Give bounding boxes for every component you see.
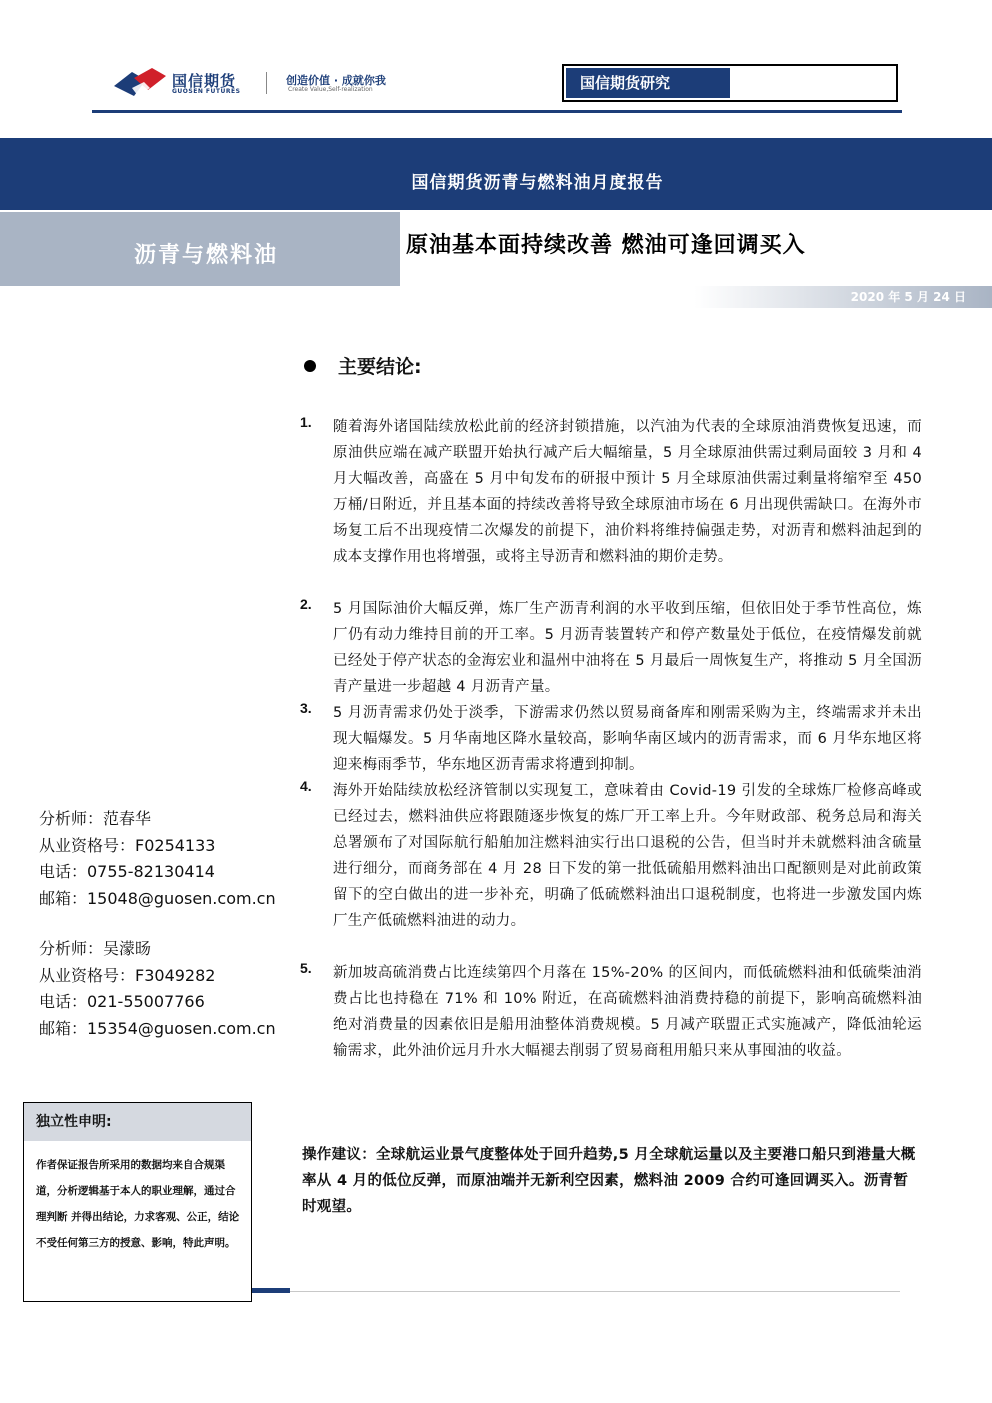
conclusion-item bbox=[300, 778, 922, 934]
report-date: 2020 年 5 月 24 日 bbox=[850, 290, 966, 304]
analyst-card bbox=[39, 806, 276, 912]
category-title: 沥青与燃料油 bbox=[134, 243, 279, 268]
analyst-email: 邮箱：15354@guosen.com.cn bbox=[39, 1018, 276, 1038]
research-label: 国信期货研究 bbox=[566, 68, 730, 98]
page-title: 原油基本面持续改善 燃油可逢回调买入 bbox=[406, 233, 806, 258]
slogan-cn: 创造价值 · 成就你我 bbox=[286, 74, 386, 87]
conclusion-item bbox=[300, 414, 922, 570]
conclusion-text: 5 月国际油价大幅反弹，炼厂生产沥青利润的水平收到压缩，但依旧处于季节性高位，炼厂仍有动力维持目前的开工率。5 月沥青装置转产和停产数量处于低位，在疫情爆发前就已经处于停产状态的金海宏业和温州中油将在 5 月最后一周恢复生产，将推动 5 月全国沥青产量进一步超越 4 月沥青产量。 bbox=[333, 601, 922, 695]
conclusions-heading: 主要结论: bbox=[338, 356, 422, 378]
bullet-icon bbox=[304, 360, 316, 372]
footer-rule bbox=[290, 1291, 900, 1292]
conclusion-number: 5. bbox=[300, 960, 312, 976]
header-rule bbox=[92, 110, 902, 113]
date-bar bbox=[0, 286, 992, 308]
operation-advice: 操作建议：全球航运业景气度整体处于回升趋势,5 月全球航运量以及主要港口船只到港量大概率从 4 月的低位反弹，而原油端并无新利空因素，燃料油 2009 合约可逢回调买入。沥青暂时观望。 bbox=[302, 1147, 916, 1215]
analyst-phone: 电话：021-55007766 bbox=[39, 992, 205, 1011]
brand-divider bbox=[266, 72, 267, 94]
conclusion-text: 随着海外诸国陆续放松此前的经济封锁措施，以汽油为代表的全球原油消费恢复迅速，而原油供应端在减产联盟开始执行减产后大幅缩量，5 月全球原油供需过剩局面较 3 月和 4 月大幅改善，高盛在 5 月中旬发布的研报中预计 5 月全球原油供需过剩量将缩窄至 450 万桶/日附近，并且基本面的持续改善将导致全球原油市场在 6 月出现供需缺口。在海外市场复工后不出现疫情二次爆发的前提下，油价料将维持偏强走势，对沥青和燃料油起到的成本支撑作用也将增强，或将主导沥青和燃料油的期价走势。 bbox=[333, 419, 922, 565]
report-series-title: 国信期货沥青与燃料油月度报告 bbox=[411, 173, 664, 193]
brand-name-cn: 国信期货 bbox=[172, 72, 237, 90]
statement-text: 作者保证报告所采用的数据均来自合规渠道，分析逻辑基于本人的职业理解，通过合理判断 并得出结论，力求客观、公正，结论不受任何第三方的授意、影响，特此声明。 bbox=[36, 1159, 240, 1249]
conclusion-number: 3. bbox=[300, 700, 312, 716]
conclusion-text: 5 月沥青需求仍处于淡季，下游需求仍然以贸易商备库和刚需采购为主，终端需求并未出现大幅爆发。5 月华南地区降水量较高，影响华南区域内的沥青需求，而 6 月华东地区将迎来梅雨季节，华东地区沥青需求将遭到抑制。 bbox=[333, 705, 922, 773]
footer-accent bbox=[252, 1288, 290, 1293]
statement-title: 独立性申明: bbox=[24, 1103, 251, 1141]
guosen-logo-icon bbox=[112, 66, 168, 100]
analyst-license: 从业资格号：F0254133 bbox=[39, 835, 216, 855]
conclusion-number: 1. bbox=[300, 414, 312, 430]
conclusion-item bbox=[300, 596, 922, 700]
conclusion-item bbox=[300, 960, 922, 1064]
conclusion-number: 4. bbox=[300, 778, 312, 794]
analyst-phone: 电话：0755-82130414 bbox=[39, 862, 215, 881]
brand-name-en: GUOSEN FUTURES bbox=[172, 88, 241, 95]
analyst-email: 邮箱：15048@guosen.com.cn bbox=[39, 888, 276, 908]
conclusion-text: 新加坡高硫消费占比连续第四个月落在 15%-20% 的区间内，而低硫燃料油和低硫柴油消费占比也持稳在 71% 和 10% 附近，在高硫燃料油消费持稳的前提下，影响高硫燃料油绝对消费量的因素依旧是船用油整体消费规模。5 月减产联盟正式实施减产，降低油轮运输需求，此外油价远月升水大幅褪去削弱了贸易商租用船只来从事囤油的收益。 bbox=[333, 965, 922, 1059]
analyst-card bbox=[39, 936, 276, 1042]
analyst-license: 从业资格号：F3049282 bbox=[39, 965, 216, 985]
conclusion-item bbox=[300, 700, 922, 778]
conclusion-text: 海外开始陆续放松经济管制以实现复工，意味着由 Covid-19 引发的全球炼厂检修高峰或已经过去，燃料油供应将跟随逐步恢复的炼厂开工率上升。今年财政部、税务总局和海关总署颁布了对国际航行船舶加注燃料油实行出口退税的公告，但当时并未就燃料油含硫量进行细分，而商务部在 4 月 28 日下发的第一批低硫船用燃料油出口配额则是对此前政策留下的空白做出的进一步补充，明确了低硫燃料油出口退税制度，也将进一步激发国内炼厂生产低硫燃料油进的动力。 bbox=[333, 783, 922, 929]
slogan-en: Create Value,Self-realization bbox=[288, 86, 373, 93]
analyst-name: 分析师：吴濛旸 bbox=[39, 939, 152, 958]
analyst-name: 分析师：范春华 bbox=[39, 809, 152, 828]
conclusion-number: 2. bbox=[300, 596, 312, 612]
